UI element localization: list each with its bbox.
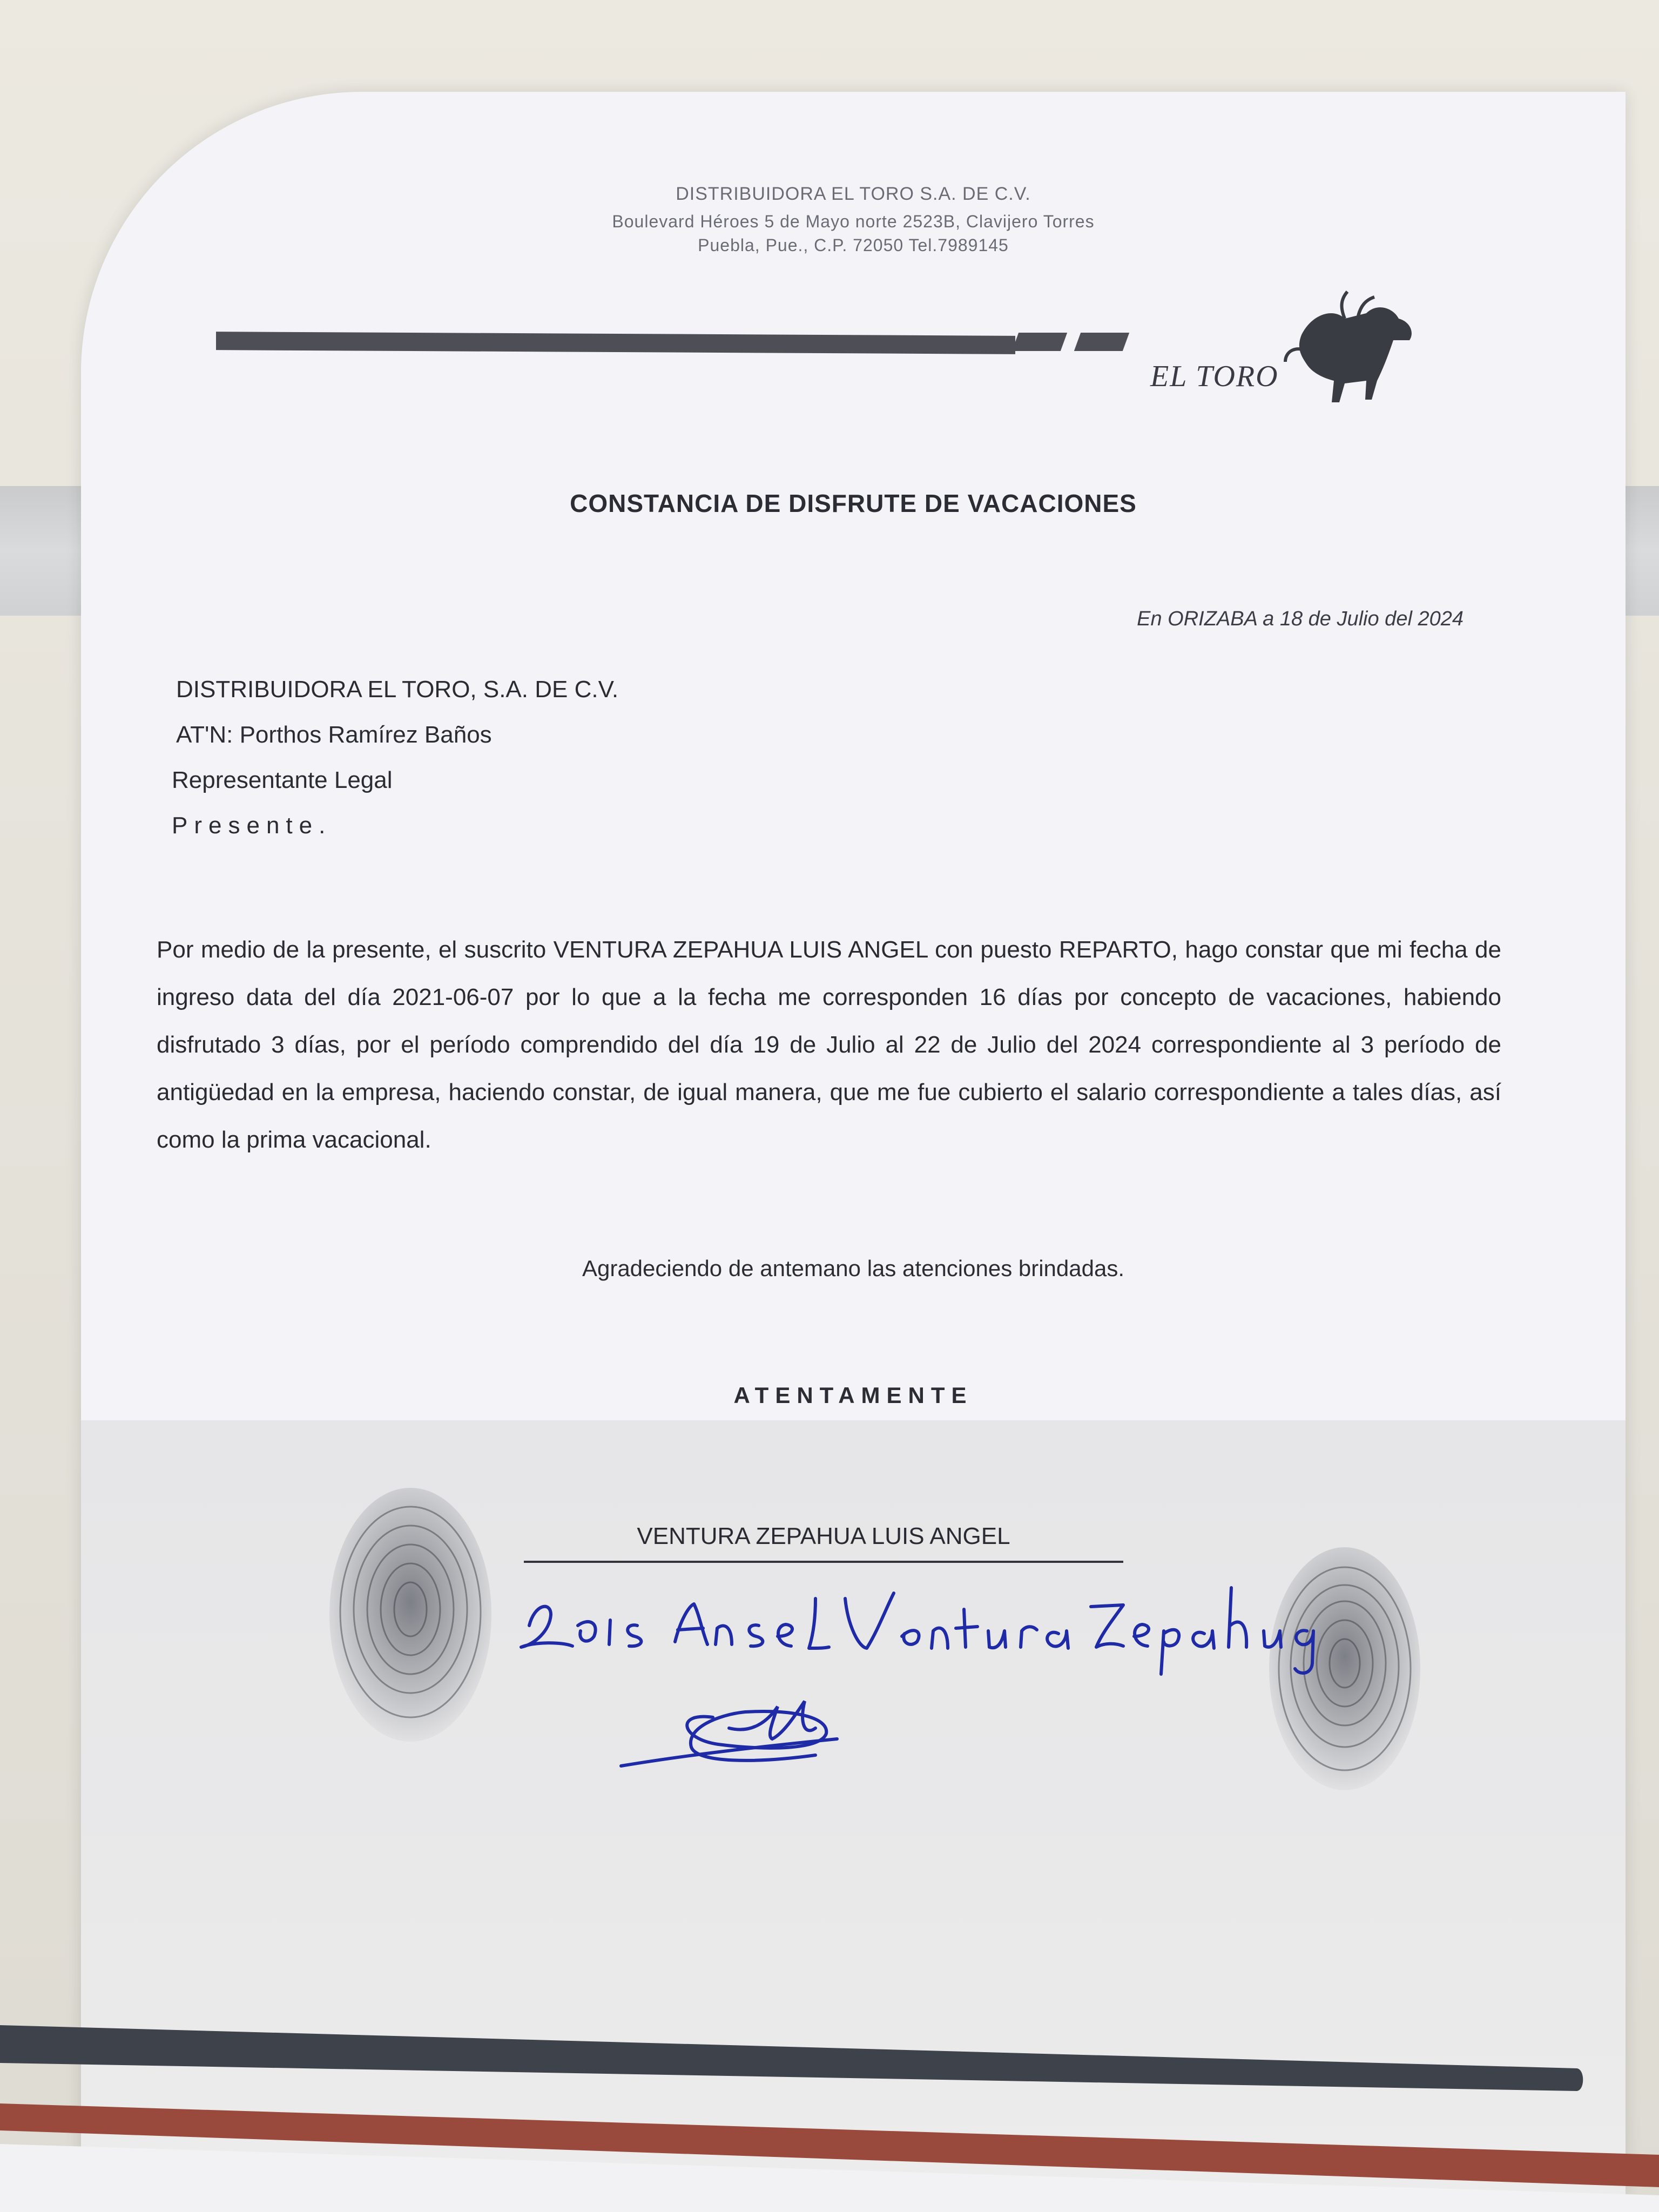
recipient-attention: AT'N: Porthos Ramírez Baños [176, 721, 492, 748]
recipient-presente: Presente. [172, 812, 332, 839]
document-title: CONSTANCIA DE DISFRUTE DE VACACIONES [570, 489, 1137, 517]
letterhead-rule-dash [1074, 333, 1129, 351]
recipient-role: Representante Legal [172, 767, 393, 793]
footer-stripes [0, 2009, 1659, 2212]
letterhead-company: DISTRIBUIDORA EL TORO S.A. DE C.V. [676, 184, 1031, 204]
signer-name: VENTURA ZEPAHUA LUIS ANGEL [637, 1523, 1010, 1549]
fingerprint-left-icon [319, 1480, 502, 1761]
bull-logo-icon [1139, 270, 1420, 432]
logo-text: EL TORO [1150, 360, 1279, 393]
body-paragraph: Por medio de la presente, el suscrito VENTURA ZEPAHUA LUIS ANGEL con puesto REPARTO, hago constar que mi fecha de ingreso data del día 2021-06-07 por lo que a la fecha me corresponden 16 días por concepto de vacaciones, habiendo disfrutado 3 días, por el período comprendido del día 19 de Julio al 22 de Julio del 2024 correspondiente al 3 período de antigüedad en la empresa, haciendo constar, de igual manera, que me fue cubierto el salario correspondiente a tales días, así como la prima vacacional. [157, 936, 1501, 1153]
handwritten-signature [513, 1550, 1323, 1831]
thanks-line: Agradeciendo de antemano las atenciones brindadas. [582, 1256, 1125, 1281]
letterhead-address-line2: Puebla, Pue., C.P. 72050 Tel.7989145 [698, 235, 1009, 255]
letterhead-address-line1: Boulevard Héroes 5 de Mayo norte 2523B, Clavijero Torres [612, 212, 1095, 231]
closing-atentamente: ATENTAMENTE [733, 1382, 973, 1408]
document-date: En ORIZABA a 18 de Julio del 2024 [1137, 608, 1464, 630]
paper-sheet [81, 92, 1626, 2198]
letterhead-rule [216, 332, 1015, 354]
letterhead-rule-dash [1012, 333, 1067, 351]
recipient-company: DISTRIBUIDORA EL TORO, S.A. DE C.V. [176, 676, 619, 703]
